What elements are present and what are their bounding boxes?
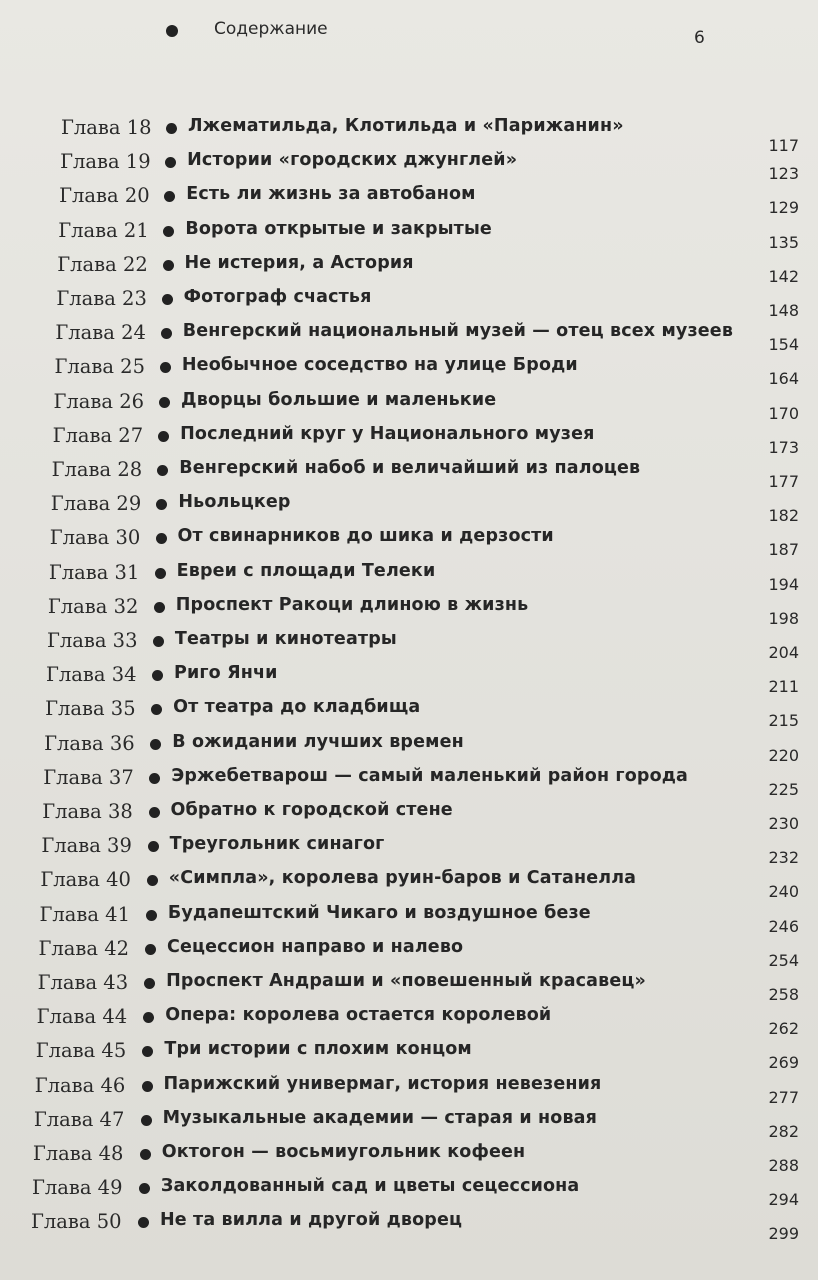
bullet-icon xyxy=(157,465,168,476)
chapter-page-number: 232 xyxy=(768,848,799,868)
chapter-number: Глава 21 xyxy=(58,218,149,242)
toc-row xyxy=(0,731,818,765)
toc-row xyxy=(0,1210,818,1244)
bullet-icon xyxy=(142,1046,153,1057)
bullet-icon xyxy=(147,875,158,886)
bullet-icon xyxy=(155,568,166,579)
bullet-icon xyxy=(139,1183,150,1194)
chapter-number: Глава 25 xyxy=(54,355,145,379)
chapter-number: Глава 40 xyxy=(40,868,131,892)
bullet-icon xyxy=(146,910,157,921)
chapter-title: Есть ли жизнь за автобаном xyxy=(186,184,476,205)
chapter-page-number: 269 xyxy=(768,1053,799,1073)
chapter-title: Проспект Андраши и «повешенный красавец» xyxy=(166,971,646,991)
bullet-icon xyxy=(149,773,160,784)
toc-row xyxy=(0,800,818,833)
toc-row xyxy=(0,355,818,389)
chapter-number: Глава 18 xyxy=(61,116,152,139)
chapter-page-number: 254 xyxy=(768,950,799,970)
chapter-title: Ньольцкер xyxy=(178,492,291,513)
bullet-icon xyxy=(144,978,155,989)
toc-row xyxy=(0,492,818,526)
chapter-page-number: 173 xyxy=(768,437,799,457)
bullet-icon xyxy=(151,704,162,715)
toc-row xyxy=(0,971,818,1004)
chapter-title: Дворцы большие и маленькие xyxy=(181,389,497,410)
toc-row xyxy=(0,389,818,423)
chapter-title: Октогон — восьмиугольник кофеен xyxy=(161,1142,526,1162)
toc-row xyxy=(0,560,818,594)
bullet-icon xyxy=(163,226,174,237)
bullet-icon xyxy=(160,362,171,373)
chapter-title: Риго Янчи xyxy=(174,663,278,684)
chapter-number: Глава 24 xyxy=(55,321,146,345)
chapter-page-number: 154 xyxy=(768,335,799,355)
chapter-number: Глава 19 xyxy=(60,150,151,174)
chapter-title: Сецессион направо и налево xyxy=(167,936,464,957)
toc-row xyxy=(0,1107,818,1141)
chapter-number: Глава 41 xyxy=(39,902,130,926)
chapter-page-number: 142 xyxy=(768,266,799,286)
chapter-page-number: 211 xyxy=(768,677,799,697)
bullet-icon xyxy=(143,1012,154,1023)
bullet-icon xyxy=(159,397,170,408)
toc-row xyxy=(0,287,818,320)
chapter-number: Глава 22 xyxy=(57,252,148,276)
chapter-page-number: 230 xyxy=(768,814,799,833)
bullet-icon xyxy=(162,294,173,305)
chapter-title: Три истории с плохим концом xyxy=(164,1039,472,1060)
chapter-title: Необычное соседство на улице Броди xyxy=(181,355,578,376)
bullet-icon xyxy=(140,1149,151,1160)
chapter-number: Глава 38 xyxy=(42,800,133,823)
bullet-icon xyxy=(142,1081,153,1092)
page-number: 6 xyxy=(694,28,705,48)
bullet-icon xyxy=(152,670,163,681)
toc-row xyxy=(0,834,818,868)
chapter-page-number: 170 xyxy=(768,403,799,423)
bullet-icon xyxy=(153,636,164,647)
chapter-page-number: 177 xyxy=(768,472,799,491)
chapter-number: Глава 31 xyxy=(48,560,140,584)
chapter-number: Глава 37 xyxy=(43,765,134,789)
chapter-title: Не та вилла и другой дворец xyxy=(160,1210,463,1231)
chapter-page-number: 194 xyxy=(768,574,799,594)
toc-row xyxy=(0,526,818,560)
toc-row xyxy=(0,116,818,155)
chapter-page-number: 123 xyxy=(768,164,799,184)
chapter-title: Обратно к городской стене xyxy=(170,800,453,820)
bullet-icon xyxy=(164,191,175,202)
bullet-icon xyxy=(166,123,177,134)
bullet-icon xyxy=(163,260,174,271)
chapter-title: Евреи с площади Телеки xyxy=(176,560,436,581)
toc-row xyxy=(0,1039,818,1073)
chapter-title: Ворота открытые и закрытые xyxy=(185,218,492,239)
bullet-icon xyxy=(148,841,159,852)
chapter-title: Опера: королева остается королевой xyxy=(165,1005,552,1026)
chapter-title: Заколдованный сад и цветы сецессиона xyxy=(160,1176,580,1197)
chapter-title: Парижский универмаг, история невезения xyxy=(163,1073,602,1094)
chapter-page-number: 299 xyxy=(768,1224,799,1244)
chapter-page-number: 258 xyxy=(768,985,799,1004)
chapter-page-number: 182 xyxy=(768,506,799,526)
toc-row xyxy=(0,594,818,628)
chapter-number: Глава 45 xyxy=(35,1039,127,1063)
toc-row xyxy=(0,321,818,355)
toc-row xyxy=(0,184,818,218)
chapter-page-number: 215 xyxy=(768,711,799,731)
chapter-title: Последний круг у Национального музея xyxy=(180,423,595,444)
chapter-title: «Симпла», королева руин-баров и Сатанелла xyxy=(168,868,637,889)
chapter-number: Глава 23 xyxy=(56,287,147,310)
chapter-number: Глава 46 xyxy=(34,1073,126,1097)
chapter-page-number: 220 xyxy=(768,745,799,765)
chapter-title: Эржебетварош — самый маленький район города xyxy=(171,765,688,786)
toc-row xyxy=(0,1005,818,1039)
chapter-title: Не истерия, а Астория xyxy=(184,252,414,273)
toc-row xyxy=(0,902,818,936)
chapter-page-number: 164 xyxy=(768,369,799,389)
bullet-icon xyxy=(156,533,167,544)
chapter-number: Глава 43 xyxy=(37,971,129,994)
bullet-icon xyxy=(161,328,172,339)
chapter-title: Музыкальные академии — старая и новая xyxy=(162,1107,598,1128)
chapter-number: Глава 28 xyxy=(51,458,143,481)
toc-row xyxy=(0,936,818,970)
chapter-title: Театры и кинотеатры xyxy=(174,629,397,649)
chapter-title: Венгерский набоб и величайший из палоцев xyxy=(179,458,641,478)
chapter-page-number: 240 xyxy=(768,882,799,902)
chapter-page-number: 282 xyxy=(768,1121,799,1141)
toc-row xyxy=(0,765,818,799)
chapter-number: Глава 20 xyxy=(59,184,150,208)
chapter-title: В ожидании лучших времен xyxy=(172,731,464,752)
chapter-page-number: 135 xyxy=(768,232,799,252)
bullet-icon xyxy=(141,1115,152,1126)
chapter-page-number: 129 xyxy=(768,198,799,218)
toc-row xyxy=(0,629,818,662)
bullet-icon xyxy=(158,431,169,442)
chapter-number: Глава 44 xyxy=(36,1005,128,1029)
toc-row xyxy=(0,868,818,902)
toc-row xyxy=(0,252,818,286)
chapter-number: Глава 26 xyxy=(53,389,145,413)
chapter-title: От театра до кладбища xyxy=(173,697,421,718)
chapter-title: Фотограф счастья xyxy=(183,287,372,307)
chapter-page-number: 117 xyxy=(768,136,799,155)
chapter-page-number: 204 xyxy=(768,643,799,662)
toc-row xyxy=(0,1176,818,1210)
chapter-number: Глава 50 xyxy=(31,1210,122,1234)
chapter-page-number: 148 xyxy=(768,301,799,320)
section-title: Содержание xyxy=(214,19,328,39)
toc-row xyxy=(0,663,818,697)
chapter-page-number: 262 xyxy=(768,1019,799,1039)
bullet-icon xyxy=(165,157,176,168)
toc-row xyxy=(0,150,818,184)
toc-row xyxy=(0,458,818,491)
bullet-icon xyxy=(138,1217,149,1228)
chapter-page-number: 187 xyxy=(768,540,799,560)
chapter-number: Глава 39 xyxy=(41,834,132,858)
chapter-title: Будапештский Чикаго и воздушное безе xyxy=(167,902,591,923)
chapter-number: Глава 33 xyxy=(46,629,138,652)
toc-row xyxy=(0,423,818,457)
chapter-page-number: 225 xyxy=(768,779,799,799)
chapter-number: Глава 30 xyxy=(49,526,141,550)
bullet-icon xyxy=(156,499,167,510)
chapter-title: Лжематильда, Клотильда и «Парижанин» xyxy=(188,116,624,136)
bullet-icon xyxy=(145,944,156,955)
chapter-page-number: 288 xyxy=(768,1156,799,1175)
chapter-number: Глава 47 xyxy=(33,1107,125,1131)
chapter-number: Глава 42 xyxy=(38,936,130,960)
chapter-number: Глава 48 xyxy=(32,1142,124,1165)
chapter-number: Глава 35 xyxy=(45,697,136,721)
toc-row xyxy=(0,218,818,252)
chapter-number: Глава 27 xyxy=(52,423,144,447)
chapter-number: Глава 49 xyxy=(31,1176,123,1200)
chapter-title: Проспект Ракоци длиною в жизнь xyxy=(175,594,529,615)
toc-row xyxy=(0,1073,818,1107)
chapter-number: Глава 32 xyxy=(47,594,139,618)
bullet-icon xyxy=(149,807,160,818)
chapter-page-number: 277 xyxy=(768,1087,799,1107)
toc-row xyxy=(0,1142,818,1175)
toc-row xyxy=(0,697,818,731)
chapter-title: Треугольник синагог xyxy=(169,834,385,855)
chapter-number: Глава 34 xyxy=(46,663,137,687)
chapter-number: Глава 36 xyxy=(44,731,135,755)
chapter-number: Глава 29 xyxy=(50,492,142,516)
chapter-title: От свинарников до шика и дерзости xyxy=(177,526,554,547)
bullet-icon xyxy=(150,739,161,750)
chapter-page-number: 294 xyxy=(768,1190,799,1210)
chapter-title: Венгерский национальный музей — отец всех музеев xyxy=(182,321,734,342)
chapter-page-number: 198 xyxy=(768,608,799,628)
chapter-title: Истории «городских джунглей» xyxy=(187,150,518,171)
chapter-page-number: 246 xyxy=(768,916,799,936)
bullet-icon xyxy=(154,602,165,613)
